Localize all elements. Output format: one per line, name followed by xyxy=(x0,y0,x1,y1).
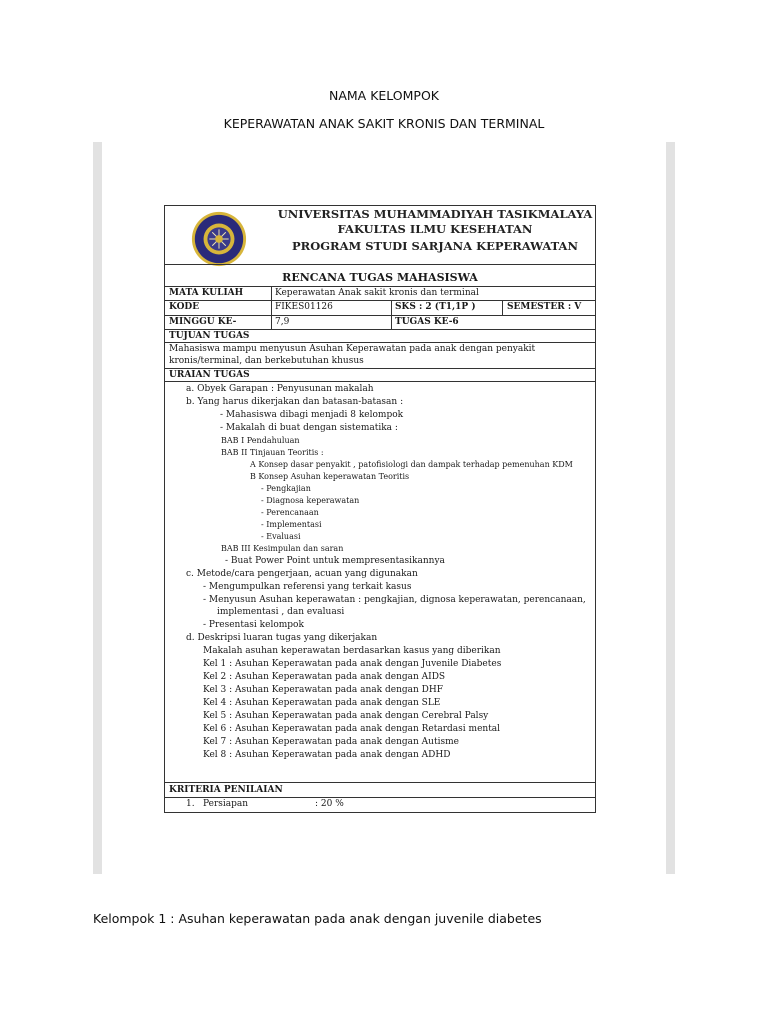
group-case-5: Kel 5 : Asuhan Keperawatan pada anak dengan Cerebral Palsy xyxy=(203,711,489,721)
footer-note: Kelompok 1 : Asuhan keperawatan pada anak dengan juvenile diabetes xyxy=(93,911,542,926)
step-evaluasi: - Evaluasi xyxy=(261,532,301,541)
bab-2: BAB II Tinjauan Teoritis : xyxy=(221,448,324,457)
step-diagnosa: - Diagnosa keperawatan xyxy=(261,496,360,505)
mata-kuliah-label: MATA KULIAH xyxy=(169,288,244,298)
uraian-c-point-2-cont: implementasi , dan evaluasi xyxy=(217,607,345,617)
sks-value: SKS : 2 (T1,1P ) xyxy=(395,302,476,312)
university-name: UNIVERSITAS MUHAMMADIYAH TASIKMALAYA xyxy=(277,207,593,221)
bab-1: BAB I Pendahuluan xyxy=(221,436,300,445)
bab-2-a: A Konsep dasar penyakit , patofisiologi dan dampak terhadap pemenuhan KDM xyxy=(250,460,573,469)
uraian-b-point-2: - Makalah di buat dengan sistematika : xyxy=(220,423,398,433)
heading-course-name: KEPERAWATAN ANAK SAKIT KRONIS DAN TERMINAL xyxy=(223,116,545,131)
uraian-item-c: c. Metode/cara pengerjaan, acuan yang digunakan xyxy=(186,569,418,579)
uraian-item-a: a. Obyek Garapan : Penyusunan makalah xyxy=(186,384,374,394)
tujuan-label: TUJUAN TUGAS xyxy=(169,331,250,341)
tugas-ke-value: TUGAS KE-6 xyxy=(395,317,459,327)
university-seal-icon xyxy=(190,210,248,268)
minggu-value: 7,9 xyxy=(275,317,290,327)
kode-value: FIKES01126 xyxy=(275,302,333,312)
uraian-item-d: d. Deskripsi luaran tugas yang dikerjakan xyxy=(186,633,378,643)
step-pengkajian: - Pengkajian xyxy=(261,484,311,493)
uraian-power-point: - Buat Power Point untuk mempresentasikannya xyxy=(225,556,445,566)
minggu-label: MINGGU KE- xyxy=(169,317,237,327)
uraian-b-point-1: - Mahasiswa dibagi menjadi 8 kelompok xyxy=(220,410,404,420)
assignment-form xyxy=(164,205,596,813)
group-case-7: Kel 7 : Asuhan Keperawatan pada anak dengan Autisme xyxy=(203,737,459,747)
kriteria-item-name: Persiapan xyxy=(203,799,249,809)
step-implementasi: - Implementasi xyxy=(261,520,322,529)
kriteria-item-value: : 20 % xyxy=(315,799,344,809)
program-name: PROGRAM STUDI SARJANA KEPERAWATAN xyxy=(291,239,578,253)
faculty-name: FAKULTAS ILMU KESEHATAN xyxy=(337,222,533,236)
group-case-1: Kel 1 : Asuhan Keperawatan pada anak dengan Juvenile Diabetes xyxy=(203,659,502,669)
group-case-8: Kel 8 : Asuhan Keperawatan pada anak dengan ADHD xyxy=(203,750,451,760)
kriteria-label: KRITERIA PENILAIAN xyxy=(169,785,283,795)
semester-value: SEMESTER : V xyxy=(507,302,582,312)
heading-group-name: NAMA KELOMPOK xyxy=(328,88,440,103)
tujuan-line-1: Mahasiswa mampu menyusun Asuhan Keperawatan pada anak dengan penyakit xyxy=(169,344,536,354)
uraian-d-intro: Makalah asuhan keperawatan berdasarkan kasus yang diberikan xyxy=(203,646,501,656)
group-case-4: Kel 4 : Asuhan Keperawatan pada anak dengan SLE xyxy=(203,698,441,708)
group-case-6: Kel 6 : Asuhan Keperawatan pada anak dengan Retardasi mental xyxy=(203,724,501,734)
uraian-c-point-3: - Presentasi kelompok xyxy=(203,620,304,630)
mata-kuliah-value: Keperawatan Anak sakit kronis dan terminal xyxy=(275,288,479,298)
uraian-c-point-2: - Menyusun Asuhan keperawatan : pengkajian, dignosa keperawatan, perencanaan, xyxy=(203,595,586,605)
group-case-2: Kel 2 : Asuhan Keperawatan pada anak dengan AIDS xyxy=(203,672,446,682)
group-case-3: Kel 3 : Asuhan Keperawatan pada anak dengan DHF xyxy=(203,685,443,695)
step-perencanaan: - Perencanaan xyxy=(261,508,319,517)
kriteria-item-number: 1. xyxy=(186,799,195,809)
uraian-label: URAIAN TUGAS xyxy=(169,370,250,380)
uraian-c-point-1: - Mengumpulkan referensi yang terkait kasus xyxy=(203,582,412,592)
bab-3: BAB III Kesimpulan dan saran xyxy=(221,544,344,553)
tujuan-line-2: kronis/terminal, dan berkebutuhan khusus xyxy=(169,356,364,366)
bab-2-b: B Konsep Asuhan keperawatan Teoritis xyxy=(250,472,410,481)
form-title: RENCANA TUGAS MAHASISWA xyxy=(282,271,478,284)
uraian-item-b: b. Yang harus dikerjakan dan batasan-batasan : xyxy=(186,397,404,407)
kode-label: KODE xyxy=(169,302,200,312)
